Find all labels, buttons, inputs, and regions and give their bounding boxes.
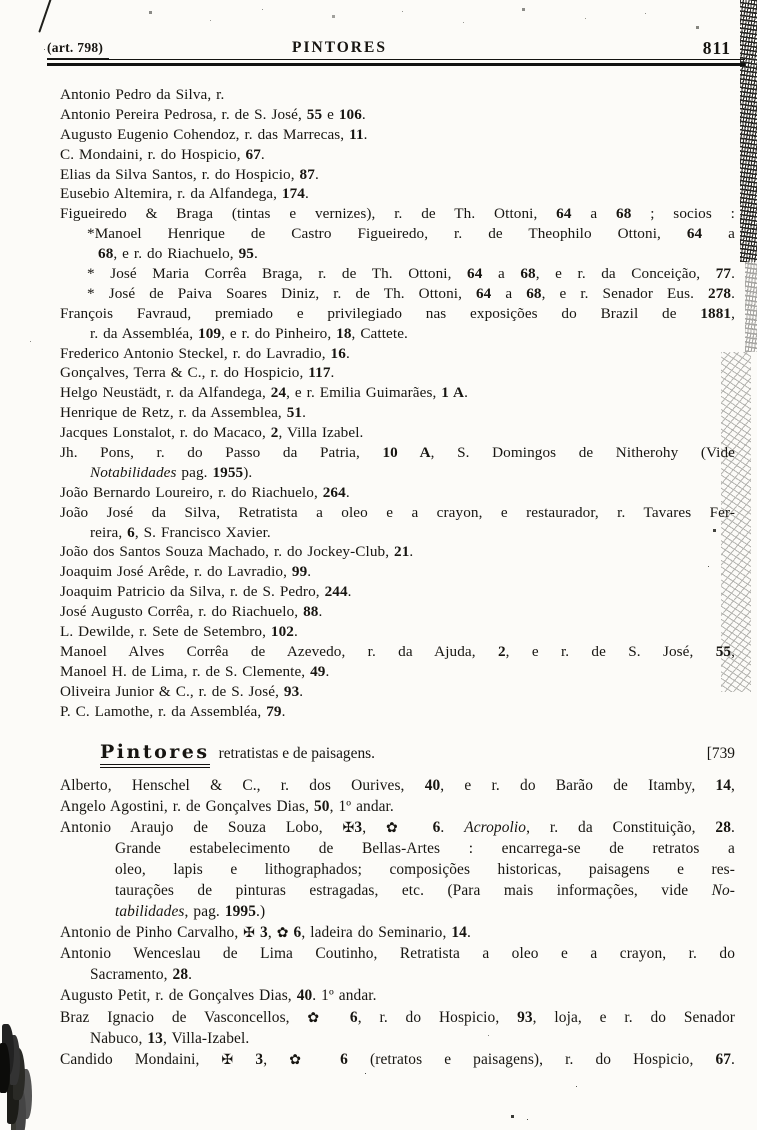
directory-entry-line xyxy=(87,225,735,245)
directory-entry-line xyxy=(87,265,735,285)
text-segment: 50 xyxy=(313,797,330,815)
text-segment: 1995 xyxy=(224,903,257,921)
text-segment: Eusebio Altemira, r. da Alfandega, xyxy=(60,185,282,203)
text-segment: Figueiredo & Braga (tintas e vernizes), r. de Th. Ottoni, xyxy=(60,205,557,223)
text-segment: Oliveira Junior & C., r. de S. José, xyxy=(60,682,284,700)
text-segment: . xyxy=(440,818,465,836)
text-segment: e xyxy=(322,105,339,123)
directory-entry-line xyxy=(60,146,735,166)
text-segment: 40 xyxy=(424,776,441,794)
text-segment: * José de Paiva Soares Diniz, r. de Th. Ottoni, xyxy=(87,284,476,302)
directory-entry-line xyxy=(115,840,735,861)
directory-entry-line xyxy=(90,1030,735,1051)
text-segment xyxy=(413,819,433,836)
text-segment: , xyxy=(731,642,735,660)
section-heading xyxy=(60,741,735,768)
text-segment: 49 xyxy=(310,662,326,680)
text-segment: 6 xyxy=(293,924,302,942)
directory-entry-line xyxy=(60,185,735,205)
text-segment: 18 xyxy=(336,324,352,342)
text-segment: Jh. Pons, r. do Passo da Patria, xyxy=(60,444,383,462)
directory-entry-line xyxy=(60,583,735,603)
text-segment: , e r. do Barão de Itamby, xyxy=(440,776,716,794)
text-segment: pag. xyxy=(176,463,213,481)
text-segment: (retratos e paisagens), r. do Hospicio, xyxy=(347,1050,716,1068)
text-segment: 99 xyxy=(291,563,308,581)
text-segment: L. Dewilde, r. Sete de Setembro, xyxy=(60,623,271,641)
text-segment: Gonçalves, Terra & C., r. do Hospicio, xyxy=(60,364,309,382)
text-segment: 102 xyxy=(270,623,294,641)
text-segment: , xyxy=(362,818,386,836)
text-segment: François Favraud, premiado e privilegiado nas exposições do Brazil de xyxy=(60,304,701,322)
insignia-icon: ✠ xyxy=(221,1051,234,1068)
section-reference-number: [739 xyxy=(706,744,735,762)
directory-content xyxy=(0,66,757,1072)
text-segment: Nabuco, xyxy=(90,1029,148,1047)
text-segment: , e r. do Pinheiro, xyxy=(221,324,337,342)
text-segment: a xyxy=(702,225,735,243)
running-title: PINTORES xyxy=(292,39,387,56)
text-segment: 67 xyxy=(245,145,261,163)
directory-entry-line xyxy=(60,424,735,444)
text-segment: . 1º andar. xyxy=(312,987,377,1005)
directory-entry-line xyxy=(60,504,735,524)
directory-entry-line xyxy=(60,1009,735,1030)
text-segment: Sacramento, xyxy=(90,966,173,984)
text-segment xyxy=(233,1051,255,1068)
directory-entry-line xyxy=(60,643,735,663)
text-segment: a xyxy=(571,205,616,223)
directory-entry-line xyxy=(115,903,735,924)
text-segment: Jacques Lonstalot, r. do Macaco, xyxy=(60,424,271,442)
directory-entry-line xyxy=(60,777,735,798)
text-segment: 93 xyxy=(517,1008,533,1026)
page-header xyxy=(47,36,743,58)
text-segment: 68 xyxy=(616,205,632,223)
text-segment: No- xyxy=(711,881,735,899)
directory-entry-line xyxy=(60,166,735,186)
text-segment: 6 xyxy=(340,1050,348,1068)
text-segment: , pag. xyxy=(184,903,225,921)
text-segment: 21 xyxy=(394,543,410,561)
text-segment: . xyxy=(464,384,468,402)
article-reference: (art. 798) xyxy=(47,40,109,59)
text-segment: 68 xyxy=(520,265,536,283)
directory-entry-line xyxy=(60,543,735,563)
text-segment: 79 xyxy=(266,702,282,720)
text-segment: 28 xyxy=(715,818,732,836)
text-segment: 13 xyxy=(147,1029,163,1047)
text-segment: 117 xyxy=(308,364,331,382)
text-segment: 11 xyxy=(349,125,364,143)
text-segment: . xyxy=(409,543,414,561)
text-segment: João dos Santos Souza Machado, r. do Jockey-Club, xyxy=(60,543,395,561)
text-segment: tabilidades xyxy=(115,903,185,921)
text-segment: , e r. Senador Eus. xyxy=(541,284,708,302)
text-segment: Joaquim José Arêde, r. do Lavradio, xyxy=(60,563,292,581)
text-segment: Antonio Pereira Pedrosa, r. de S. José, xyxy=(60,105,307,123)
text-segment: 68 xyxy=(526,284,542,302)
text-segment: . xyxy=(345,483,350,501)
text-segment: 64 xyxy=(686,225,703,243)
insignia-icon: ✿ xyxy=(386,819,413,836)
directory-entry-line xyxy=(60,305,735,325)
text-segment: 3 xyxy=(260,924,268,942)
text-segment: ). xyxy=(243,463,253,481)
directory-entry-line xyxy=(60,683,735,703)
text-segment: 88 xyxy=(303,603,319,621)
directory-entry-line xyxy=(60,205,735,225)
text-segment: . xyxy=(260,145,265,163)
text-segment: João José da Silva, Retratista a oleo e a crayon, e restaurador, r. Tavares Fer- xyxy=(60,503,735,521)
section-pintores xyxy=(60,86,735,723)
text-segment: . xyxy=(361,105,366,123)
text-segment: . xyxy=(253,245,258,263)
directory-entry-line xyxy=(60,945,735,966)
text-segment: . xyxy=(347,583,352,601)
text-segment: , xyxy=(263,1050,290,1068)
text-segment: Candido Mondaini, xyxy=(60,1050,222,1068)
text-segment: Joaquim Patricio da Silva, r. de S. Pedro, xyxy=(60,583,325,601)
text-segment: . xyxy=(305,185,309,203)
directory-entry-line xyxy=(60,126,735,146)
text-segment: . xyxy=(731,818,735,836)
scan-speck-noise xyxy=(0,0,1,1)
text-segment: 1955 xyxy=(212,463,244,481)
text-segment: Angelo Agostini, r. de Gonçalves Dias, xyxy=(60,797,314,815)
text-segment: , xyxy=(267,924,277,942)
text-segment: Antonio de Pinho Carvalho, xyxy=(60,924,244,942)
directory-entry-line xyxy=(90,966,735,987)
text-segment: 28 xyxy=(172,966,189,984)
text-segment: 68 xyxy=(98,245,114,263)
text-segment: . xyxy=(188,966,193,984)
text-segment: taurações de pinturas estragadas, etc. (Para mais informações, vide xyxy=(115,881,712,899)
directory-entry-line xyxy=(60,798,735,819)
text-segment: 64 xyxy=(556,205,572,223)
text-segment: , Cattete. xyxy=(351,324,408,342)
text-segment: 2 xyxy=(270,424,279,442)
text-segment: 40 xyxy=(296,987,313,1005)
text-segment xyxy=(332,1009,350,1026)
directory-entry-line xyxy=(90,524,735,544)
text-segment: , S. Domingos de Nitherohy (Vide xyxy=(430,444,735,462)
text-segment: . xyxy=(731,1050,735,1068)
directory-entry-line xyxy=(60,345,735,365)
directory-entry-line xyxy=(60,484,735,504)
text-segment: reira, xyxy=(90,523,128,541)
text-segment: , Villa Izabel. xyxy=(278,424,364,442)
text-segment: 1881 xyxy=(700,304,732,322)
text-segment xyxy=(318,1051,340,1068)
directory-entry-line xyxy=(90,325,735,345)
text-segment: 109 xyxy=(198,324,222,342)
text-segment: Grande estabelecimento de Bellas-Artes : encarrega-se de retratos a xyxy=(115,839,735,857)
text-segment: ; socios : xyxy=(631,205,735,223)
directory-entry-line xyxy=(60,1051,735,1072)
text-segment: 14 xyxy=(451,924,467,942)
text-segment: 6 xyxy=(127,523,135,541)
text-segment: Notabilidades xyxy=(90,463,177,481)
text-segment: 64 xyxy=(475,284,492,302)
text-segment: C. Mondaini, r. do Hospicio, xyxy=(60,145,246,163)
text-segment: 6 xyxy=(432,818,441,836)
directory-entry-line xyxy=(98,245,735,265)
text-segment: Frederico Antonio Steckel, r. do Lavradio, xyxy=(60,344,331,362)
text-segment: . xyxy=(325,662,330,680)
text-segment: Manoel Alves Corrêa de Azevedo, r. da Ajuda, xyxy=(60,642,498,660)
text-segment: , r. da Constituição, xyxy=(526,818,716,836)
directory-entry-line xyxy=(60,924,735,945)
text-segment: r. da Assembléa, xyxy=(90,324,199,342)
directory-entry-line xyxy=(60,364,735,384)
page-number: 811 xyxy=(702,38,731,58)
text-segment: 10 A xyxy=(382,444,431,462)
insignia-icon: ✿ xyxy=(307,1009,333,1026)
text-segment: 278 xyxy=(708,284,732,302)
section-subtitle: retratistas e de paisagens. xyxy=(218,744,375,762)
text-segment: Augusto Petit, r. de Gonçalves Dias, xyxy=(60,987,297,1005)
directory-entry-line xyxy=(60,86,735,106)
pen-stroke-noise xyxy=(38,0,52,33)
directory-entry-line xyxy=(60,703,735,723)
section-title: Pintores xyxy=(100,741,210,768)
text-segment: . xyxy=(318,603,323,621)
text-segment: , 1º andar. xyxy=(329,797,394,815)
text-segment: . xyxy=(299,682,304,700)
text-segment: , ladeira do Seminario, xyxy=(301,924,452,942)
text-segment: 244 xyxy=(324,583,348,601)
text-segment: Manoel H. de Lima, r. de S. Clemente, xyxy=(60,662,311,680)
text-segment: 24 xyxy=(270,384,287,402)
text-segment: 6 xyxy=(349,1008,358,1026)
directory-entry-line xyxy=(60,987,735,1008)
text-segment: , Villa-Izabel. xyxy=(162,1029,250,1047)
text-segment: 16 xyxy=(330,344,346,362)
text-segment: . xyxy=(731,284,735,302)
text-segment: .) xyxy=(256,903,266,921)
text-segment: , r. do Hospicio, xyxy=(357,1008,518,1026)
text-segment: Antonio Wenceslau de Lima Coutinho, Retratista a oleo e a crayon, r. do xyxy=(60,945,735,963)
text-segment: 51 xyxy=(286,404,303,422)
text-segment: , loja, e r. do Senador xyxy=(532,1008,735,1026)
text-segment: . xyxy=(294,623,298,641)
insignia-icon: ✠ xyxy=(342,819,355,836)
text-segment: , e r. Emilia Guimarães, xyxy=(286,384,442,402)
directory-entry-line xyxy=(60,384,735,404)
text-segment: 77 xyxy=(715,265,732,283)
text-segment: . xyxy=(281,702,286,720)
text-segment: Alberto, Henschel & C., r. dos Ourives, xyxy=(60,776,425,794)
text-segment: . xyxy=(314,165,319,183)
text-segment: 55 xyxy=(715,642,732,660)
text-segment: . xyxy=(466,924,471,942)
text-segment: . xyxy=(345,344,350,362)
text-segment: 93 xyxy=(283,682,300,700)
directory-entry-line xyxy=(87,285,735,305)
text-segment: , e r. da Conceição, xyxy=(535,265,716,283)
text-segment: , e r. do Riachuelo, xyxy=(113,245,239,263)
text-segment: Acropolio xyxy=(464,818,527,836)
insignia-icon: ✿ xyxy=(289,1051,319,1068)
text-segment: Henrique de Retz, r. da Assemblea, xyxy=(60,404,287,422)
directory-entry-line xyxy=(115,861,735,882)
text-segment: P. C. Lamothe, r. da Assembléa, xyxy=(60,702,267,720)
directory-entry-line xyxy=(60,623,735,643)
insignia-icon: ✠ xyxy=(243,925,256,942)
text-segment: * José Maria Corrêa Braga, r. de Th. Ottoni, xyxy=(87,265,468,283)
text-segment: , xyxy=(731,304,735,322)
text-segment: 67 xyxy=(715,1050,732,1068)
directory-entry-line xyxy=(60,106,735,126)
text-segment: Antonio Araujo de Souza Lobo, xyxy=(60,818,343,836)
text-segment: *Manoel Henrique de Castro Figueiredo, r. de Theophilo Ottoni, xyxy=(87,225,687,243)
text-segment: 3 xyxy=(354,818,363,836)
directory-entry-line xyxy=(115,882,735,903)
text-segment: a xyxy=(491,284,527,302)
directory-entry-line xyxy=(60,404,735,424)
text-segment: 3 xyxy=(255,1050,264,1068)
section-pintores-retratistas xyxy=(60,777,735,1072)
text-segment: 264 xyxy=(322,483,346,501)
text-segment: José Augusto Corrêa, r. do Riachuelo, xyxy=(60,603,304,621)
text-segment: Elias da Silva Santos, r. do Hospicio, xyxy=(60,165,300,183)
text-segment: Helgo Neustädt, r. da Alfandega, xyxy=(60,384,271,402)
text-segment: 1 A xyxy=(441,384,465,402)
text-segment: João Bernardo Loureiro, r. do Riachuelo, xyxy=(60,483,323,501)
text-segment: . xyxy=(307,563,312,581)
text-segment: 2 xyxy=(497,642,506,660)
text-segment: Augusto Eugenio Cohendoz, r. das Marrecas, xyxy=(60,125,350,143)
text-segment: Braz Ignacio de Vasconcellos, xyxy=(60,1008,308,1026)
text-segment: oleo, lapis e lithographados; composições historicas, paisagens e res- xyxy=(115,860,735,878)
text-segment: 95 xyxy=(238,245,254,263)
directory-entry-line xyxy=(60,663,735,683)
text-segment: , e r. de S. José, xyxy=(505,642,716,660)
header-rule xyxy=(47,59,745,66)
text-segment: 106 xyxy=(338,105,362,123)
directory-entry-line xyxy=(90,464,735,484)
text-segment: 87 xyxy=(299,165,315,183)
text-segment: , xyxy=(731,776,735,794)
directory-entry-line xyxy=(60,444,735,464)
text-segment: a xyxy=(482,265,521,283)
text-segment: 174 xyxy=(281,185,306,203)
text-segment: , S. Francisco Xavier. xyxy=(134,523,271,541)
directory-entry-line xyxy=(60,563,735,583)
text-segment: Antonio Pedro da Silva, r. xyxy=(60,86,225,103)
text-segment: . xyxy=(302,404,306,422)
text-segment: . xyxy=(330,364,335,382)
insignia-icon: ✿ xyxy=(276,925,289,942)
directory-entry-line xyxy=(60,819,735,840)
directory-entry-line xyxy=(60,603,735,623)
text-segment: 55 xyxy=(306,105,323,123)
text-segment: 64 xyxy=(467,265,483,283)
text-segment: . xyxy=(731,265,735,283)
text-segment: 14 xyxy=(715,776,732,794)
text-segment: . xyxy=(363,125,368,143)
